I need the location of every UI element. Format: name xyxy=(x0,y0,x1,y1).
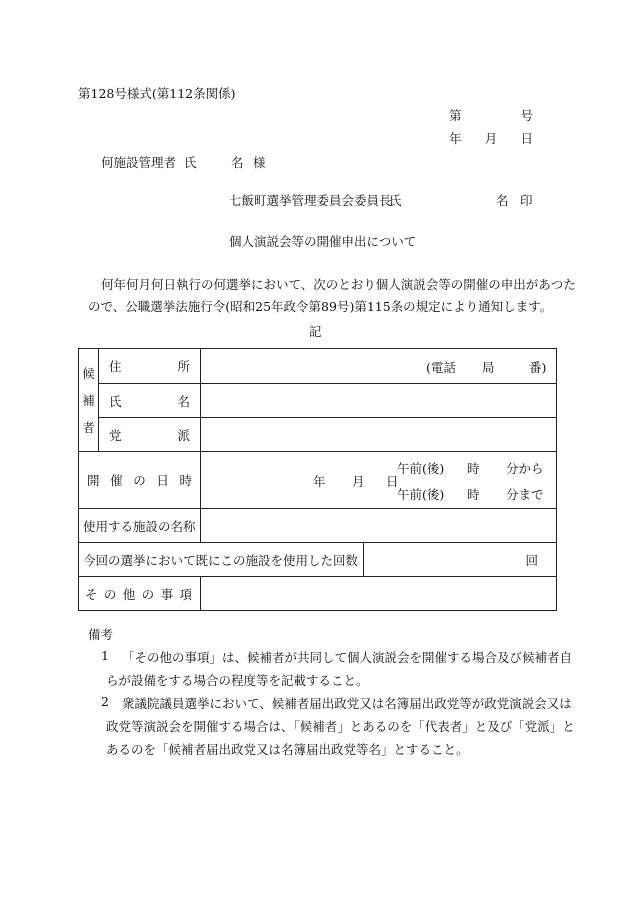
datetime-char-5: 時 xyxy=(179,473,192,488)
form-code: 第128号様式(第112条関係) xyxy=(78,86,236,101)
subject: 個人演説会等の開催申出について xyxy=(229,234,417,249)
party-field[interactable] xyxy=(201,418,557,452)
phone-mid: 局 xyxy=(482,360,495,375)
addressee-label: 何施設管理者 xyxy=(101,155,177,170)
count-field[interactable] xyxy=(364,543,557,577)
datetime-label-cell xyxy=(79,452,201,509)
facility-field[interactable] xyxy=(201,509,557,543)
sender-name-suffix: 名 xyxy=(496,193,509,208)
date-year: 年 xyxy=(449,131,462,146)
name-label-char-2: 名 xyxy=(177,393,190,409)
count-label-cell xyxy=(79,543,364,577)
address-label-char-2: 所 xyxy=(177,359,190,374)
time-from-min: 分から xyxy=(506,461,544,476)
candidate-char-2: 補 xyxy=(82,393,95,408)
document-date-line xyxy=(449,129,533,147)
other-char-1: そ xyxy=(85,586,98,602)
date-month: 月 xyxy=(484,131,498,146)
time-to-ampm: 午前(後) xyxy=(397,487,445,502)
party-label-char-2: 派 xyxy=(177,427,190,443)
body-line-2: ので、公職選挙法施行令(昭和25年政令第89号)第115条の規定により通知します。 xyxy=(88,299,553,314)
count-unit: 回 xyxy=(525,552,538,568)
facility-label: 使用する施設の名称 xyxy=(83,518,196,534)
party-label-char-1: 党 xyxy=(109,427,122,443)
notification-table xyxy=(78,348,557,611)
time-to-min: 分まで xyxy=(506,487,544,502)
other-char-4: の xyxy=(141,586,155,602)
time-to-hour: 時 xyxy=(467,487,480,502)
time-from-ampm: 午前(後) xyxy=(397,461,445,476)
count-label: 今回の選挙において既にこの施設を使用した回数 xyxy=(83,552,359,568)
remark-1-line-1: 「その他の事項」は、候補者が共同して個人演説会を開催する場合及び候補者自 xyxy=(122,650,573,665)
addressee-name-suffix: 名 xyxy=(231,155,244,170)
candidate-char-1: 候 xyxy=(82,366,95,381)
document-number-line xyxy=(449,106,533,124)
sender-seal: 印 xyxy=(520,193,533,208)
time-from-hour: 時 xyxy=(467,461,480,476)
other-char-5: 事 xyxy=(160,586,174,602)
candidate-label-cell xyxy=(79,349,99,452)
datetime-char-3: の xyxy=(133,473,146,488)
other-label-cell xyxy=(79,577,201,611)
remark-2-line-3: あるのを「候補者届出政党又は名簿届出政党等名」とすること。 xyxy=(106,742,469,757)
number-prefix: 第 xyxy=(449,108,462,123)
datetime-field[interactable] xyxy=(201,452,557,509)
addressee-honorific: 様 xyxy=(253,155,266,170)
address-label-char-1: 住 xyxy=(109,359,122,374)
remarks-title: 備考 xyxy=(88,627,114,642)
body-line-1: 何年何月何日執行の何選挙において、次のとおり個人演説会等の開催の申出があつた xyxy=(101,277,576,292)
phone-close: 番) xyxy=(529,360,547,375)
datetime-char-1: 開 xyxy=(87,473,100,488)
other-char-3: 他 xyxy=(122,586,136,602)
name-label-char-1: 氏 xyxy=(109,393,122,409)
remark-1-num: 1 xyxy=(101,648,109,663)
name-field[interactable] xyxy=(201,384,557,418)
number-suffix: 号 xyxy=(520,108,533,123)
sender-title: 七飯町選挙管理委員会委員長 xyxy=(229,193,392,208)
other-char-6: 項 xyxy=(179,586,192,602)
datetime-month: 月 xyxy=(352,474,365,489)
candidate-char-3: 者 xyxy=(82,420,95,435)
facility-label-cell xyxy=(79,509,201,543)
other-field[interactable] xyxy=(201,577,557,611)
party-label-cell xyxy=(99,418,201,452)
sender-name-prefix: 氏 xyxy=(389,193,402,208)
addressee-name-prefix: 氏 xyxy=(184,155,197,170)
phone-open: (電話 xyxy=(426,360,456,375)
remark-2-line-1: 衆議院議員選挙において、候補者届出政党又は名簿届出政党等が政党演説会又は xyxy=(122,696,572,711)
datetime-year: 年 xyxy=(313,474,326,489)
datetime-day: 日 xyxy=(386,474,399,489)
ki-heading: 記 xyxy=(309,324,322,339)
date-day: 日 xyxy=(520,131,533,146)
name-label-cell xyxy=(99,384,201,418)
remark-2-num: 2 xyxy=(101,694,109,709)
address-label-cell xyxy=(99,349,201,384)
datetime-char-2: 催 xyxy=(110,473,123,488)
other-char-2: の xyxy=(103,586,117,602)
remark-1-line-2: らが設備をする場合の程度等を記載すること。 xyxy=(106,673,369,688)
datetime-char-4: 日 xyxy=(156,473,169,488)
address-field[interactable] xyxy=(201,349,557,384)
remark-2-line-2: 政党等演説会を開催する場合は、「候補者」とあるのを「代表者」と及び「党派」と xyxy=(106,719,575,734)
